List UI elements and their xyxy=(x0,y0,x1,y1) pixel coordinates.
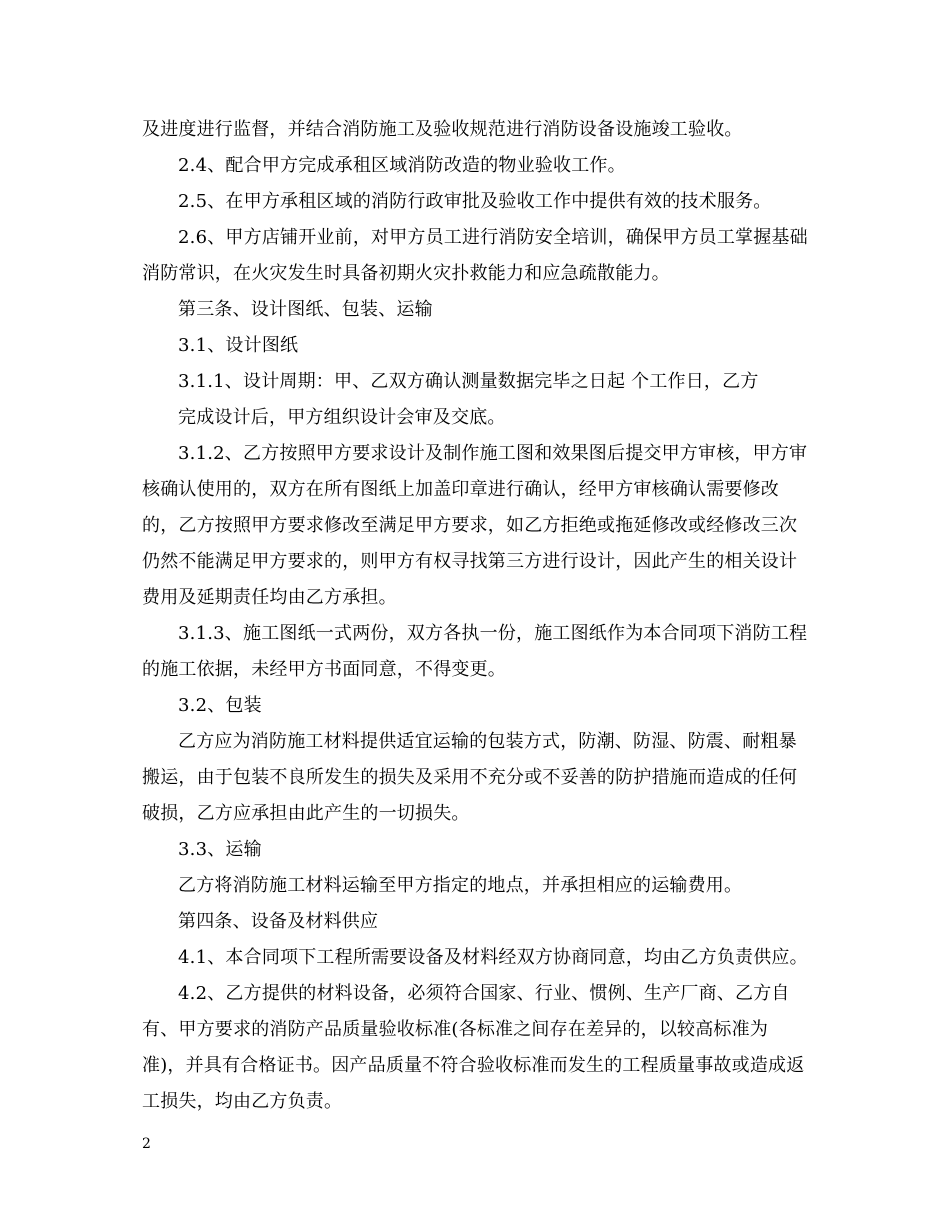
paragraph-2: 2.4、配合甲方完成承租区域消防改造的物业验收工作。 xyxy=(178,155,626,176)
section-heading-3: 第三条、设计图纸、包装、运输 xyxy=(178,299,433,320)
paragraph-3-2: 乙方应为消防施工材料提供适宜运输的包装方式，防潮、防湿、防震、耐粗暴搬运，由于包装不良所发生的损失及采用不充分或不妥善的防护措施而造成的任何破损，乙方应承担由此产生的一切损失。 xyxy=(142,731,798,824)
paragraph-3-3: 乙方将消防施工材料运输至甲方指定的地点，并承担相应的运输费用。 xyxy=(178,875,743,896)
section-heading-4: 第四条、设备及材料供应 xyxy=(178,911,379,932)
subheading-3-3: 3.3、运输 xyxy=(178,839,262,860)
paragraph-4: 2.6、甲方店铺开业前，对甲方员工进行消防安全培训，确保甲方员工掌握基础消防常识，在火灾发生时具备初期火灾扑救能力和应急疏散能力。 xyxy=(142,227,808,284)
paragraph-1: 及进度进行监督，并结合消防施工及验收规范进行消防设备设施竣工验收。 xyxy=(142,119,743,140)
page-number: 2 xyxy=(142,1136,151,1152)
paragraph-3-1-1-cont: 完成设计后，甲方组织设计会审及交底。 xyxy=(178,407,506,428)
paragraph-4-2: 4.2、乙方提供的材料设备，必须符合国家、行业、惯例、生产厂商、乙方自有、甲方要求的消防产品质量验收标准(各标准之间存在差异的，以较高标准为准)，并具有合格证书。因产品质量不符合验收标准而发生的工程质量事故或造成返工损失，均由乙方负责。 xyxy=(142,983,805,1112)
paragraph-3-1-2: 3.1.2、乙方按照甲方要求设计及制作施工图和效果图后提交甲方审核，甲方审核确认使用的，双方在所有图纸上加盖印章进行确认，经甲方审核确认需要修改的，乙方按照甲方要求修改至满足甲方要求，如乙方拒绝或拖延修改或经修改三次仍然不能满足甲方要求的，则甲方有权寻找第三方进行设计，因此产生的相关设计费用及延期责任均由乙方承担。 xyxy=(142,443,808,608)
paragraph-4-1: 4.1、本合同项下工程所需要设备及材料经双方协商同意，均由乙方负责供应。 xyxy=(178,947,808,968)
paragraph-3-1-1: 3.1.1、设计周期：甲、乙双方确认测量数据完毕之日起 个工作日，乙方 xyxy=(178,371,759,392)
document-body xyxy=(142,112,810,1120)
subheading-3-1: 3.1、设计图纸 xyxy=(178,335,299,356)
paragraph-3: 2.5、在甲方承租区域的消防行政审批及验收工作中提供有效的技术服务。 xyxy=(178,191,772,212)
subheading-3-2: 3.2、包装 xyxy=(178,695,262,716)
paragraph-3-1-3: 3.1.3、施工图纸一式两份，双方各执一份，施工图纸作为本合同项下消防工程的施工依据，未经甲方书面同意，不得变更。 xyxy=(142,623,808,680)
